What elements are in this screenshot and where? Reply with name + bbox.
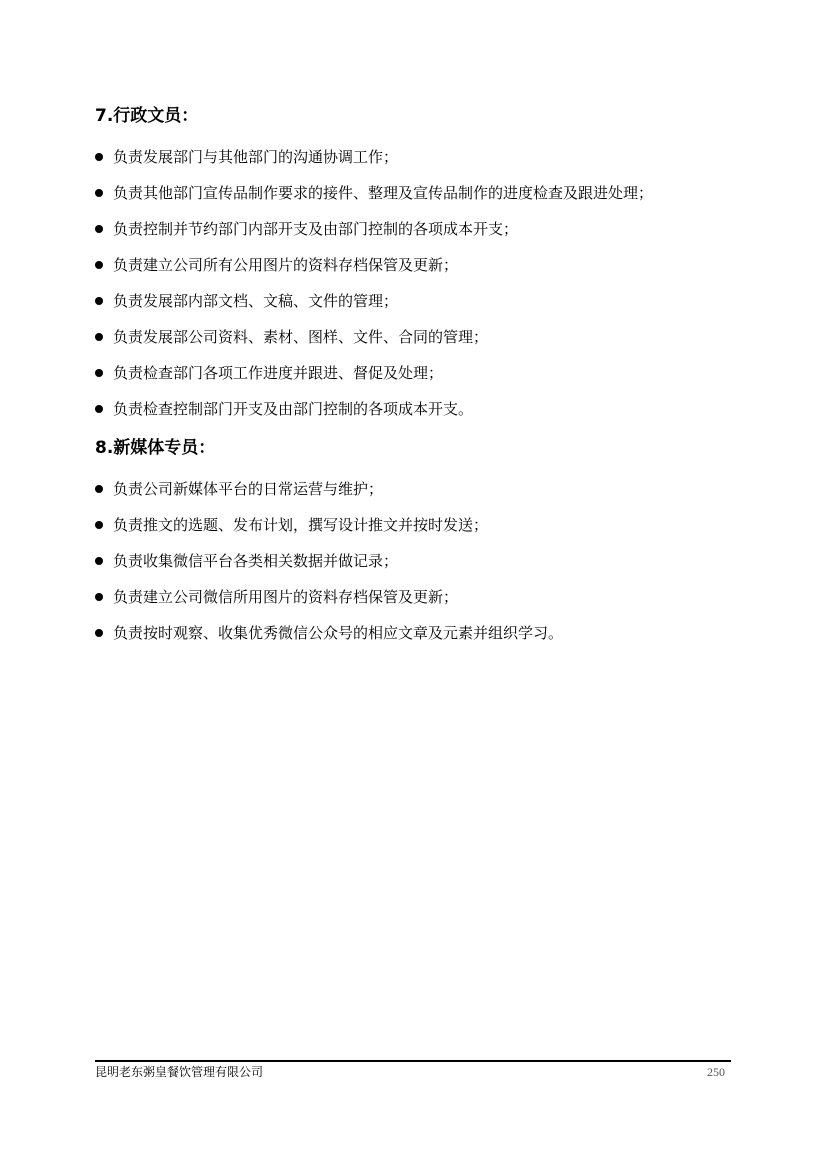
bullet-icon — [95, 261, 103, 269]
list-item-text: 负责发展部公司资料、素材、图样、文件、合同的管理； — [113, 328, 489, 346]
section-heading-administrative-clerk: 7.行政文员： — [95, 106, 199, 126]
list-item-text: 负责发展部内部文档、文稿、文件的管理； — [113, 292, 399, 310]
list-item-text: 负责建立公司所有公用图片的资料存档保管及更新； — [113, 256, 459, 274]
bullet-icon — [95, 629, 103, 637]
bullet-icon — [95, 593, 103, 601]
list-item-text: 负责按时观察、收集优秀微信公众号的相应文章及元素并组织学习。 — [113, 624, 564, 642]
bullet-icon — [95, 225, 103, 233]
list-item-text: 负责收集微信平台各类相关数据并做记录； — [113, 552, 399, 570]
bullet-icon — [95, 485, 103, 493]
list-item-text: 负责建立公司微信所用图片的资料存档保管及更新； — [113, 588, 459, 606]
list-item-text: 负责检查控制部门开支及由部门控制的各项成本开支。 — [113, 400, 474, 418]
list-item-text: 负责控制并节约部门内部开支及由部门控制的各项成本开支； — [113, 220, 519, 238]
bullet-icon — [95, 369, 103, 377]
bullet-icon — [95, 297, 103, 305]
bullet-icon — [95, 333, 103, 341]
section-heading-new-media-specialist: 8.新媒体专员： — [95, 438, 216, 458]
list-item-text: 负责检查部门各项工作进度并跟进、督促及处理； — [113, 364, 444, 382]
list-item-text: 负责发展部门与其他部门的沟通协调工作； — [113, 148, 399, 166]
bullet-icon — [95, 521, 103, 529]
footer-company-name: 昆明老东粥皇餐饮管理有限公司 — [95, 1065, 264, 1079]
page-number: 250 — [707, 1065, 725, 1079]
list-item-text: 负责其他部门宣传品制作要求的接件、整理及宣传品制作的进度检查及跟进处理； — [113, 184, 654, 202]
bullet-icon — [95, 153, 103, 161]
bullet-icon — [95, 405, 103, 413]
list-item-text: 负责推文的选题、发布计划，撰写设计推文并按时发送； — [113, 516, 489, 534]
bullet-icon — [95, 189, 103, 197]
list-item-text: 负责公司新媒体平台的日常运营与维护； — [113, 480, 384, 498]
bullet-icon — [95, 557, 103, 565]
footer-divider — [95, 1060, 731, 1062]
